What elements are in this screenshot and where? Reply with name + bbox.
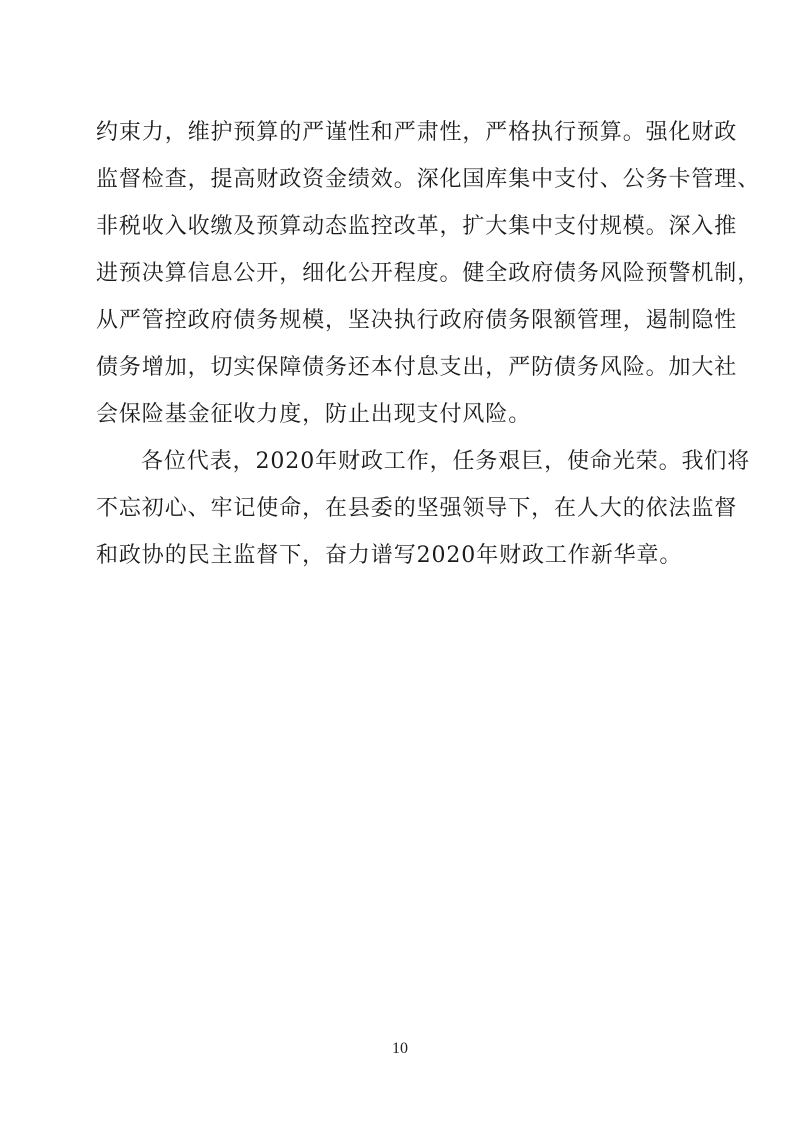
text-line: 债务增加，切实保障债务还本付息支出，严防债务风险。加大社 xyxy=(96,355,738,380)
text-line: 会保险基金征收力度，防止出现支付风险。 xyxy=(96,402,532,427)
text-line: 各位代表，2020年财政工作，任务艰巨，使命光荣。我们将 xyxy=(141,449,751,474)
text-line: 非税收入收缴及预算动态监控改革，扩大集中支付规模。深入推 xyxy=(96,214,738,239)
text-line: 从严管控政府债务规模，坚决执行政府债务限额管理，遏制隐性 xyxy=(96,308,738,333)
text-line: 进预决算信息公开，细化公开程度。健全政府债务风险预警机制， xyxy=(96,261,761,286)
text-line: 不忘初心、牢记使命，在县委的坚强领导下，在人大的依法监督 xyxy=(96,496,738,521)
text-line: 和政协的民主监督下，奋力谱写2020年财政工作新华章。 xyxy=(96,543,683,568)
page-number: 10 xyxy=(392,1040,408,1057)
text-line: 监督检查，提高财政资金绩效。深化国库集中支付、公务卡管理、 xyxy=(96,167,761,192)
text-line: 约束力，维护预算的严谨性和严肃性，严格执行预算。强化财政 xyxy=(96,120,738,145)
